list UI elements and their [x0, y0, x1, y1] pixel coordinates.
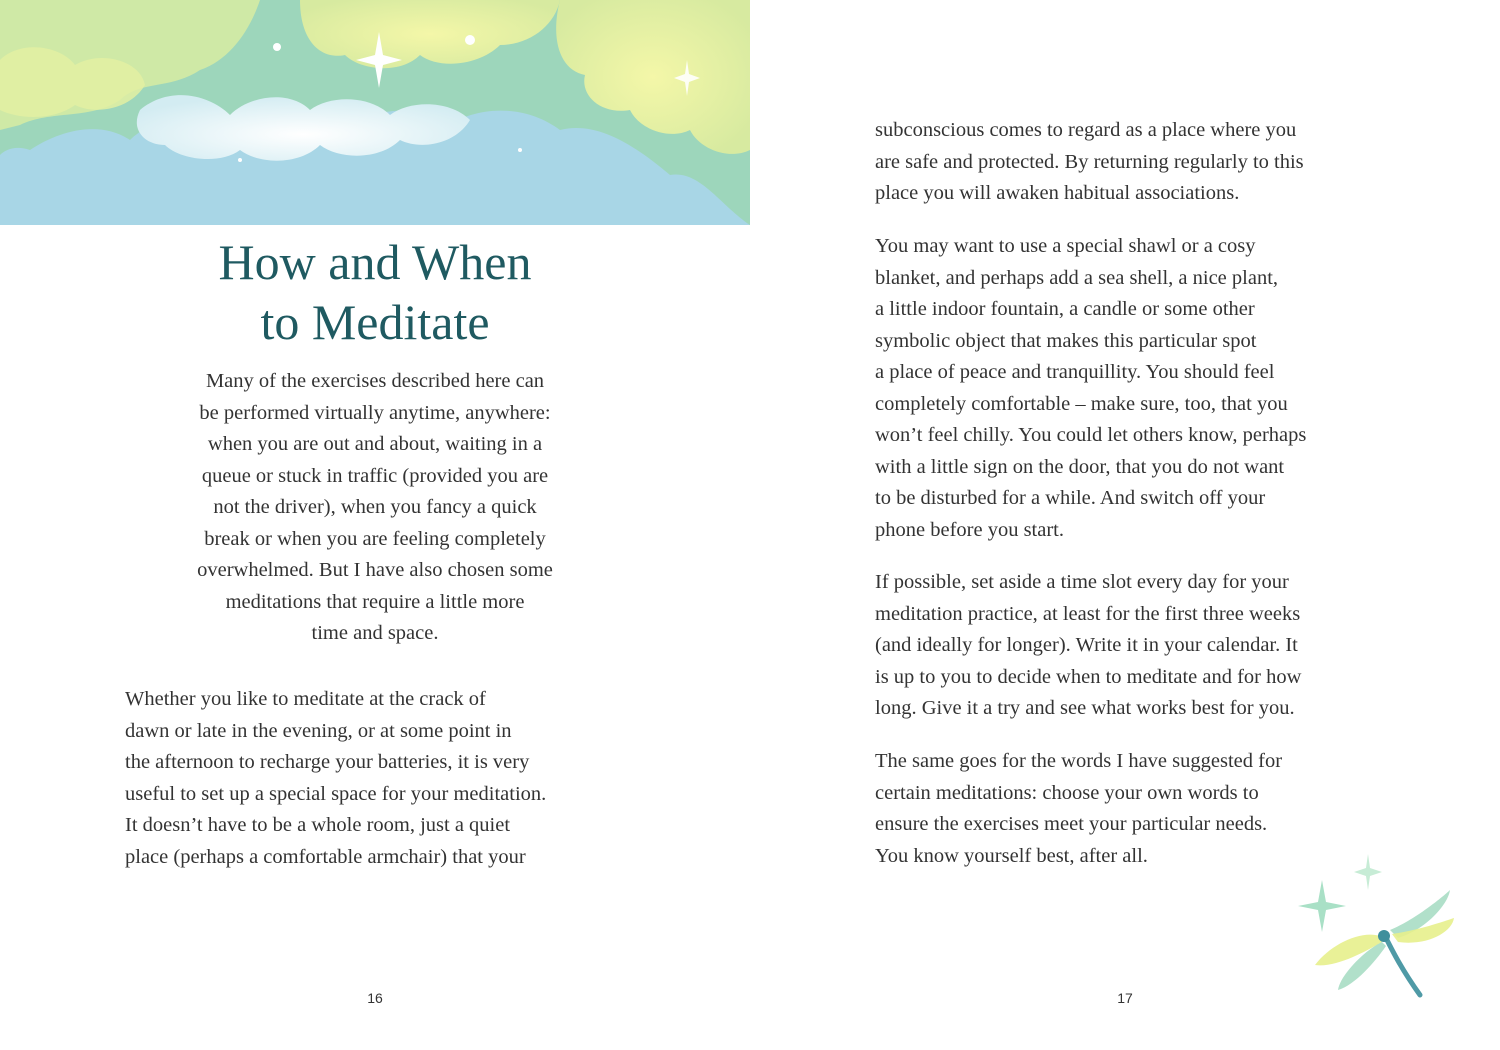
text-line: time and space.: [311, 622, 439, 644]
text-line: the afternoon to recharge your batteries, it is very: [125, 751, 530, 773]
text-line: certain meditations: choose your own words to: [875, 781, 1259, 804]
page-title: [0, 232, 750, 352]
text-line: meditation practice, at least for the first three weeks: [875, 602, 1301, 625]
text-line: queue or stuck in traffic (provided you are: [201, 464, 549, 487]
text-line: is up to you to decide when to meditate and for how: [875, 665, 1302, 688]
text-line: won’t feel chilly. You could let others know, perhaps: [875, 424, 1307, 446]
page-number: 16: [367, 990, 383, 1006]
text-line: place you will awaken habitual associations.: [875, 182, 1240, 204]
text-line: place (perhaps a comfortable armchair) that your: [125, 845, 526, 868]
text-line: overwhelmed. But I have also chosen some: [197, 559, 553, 581]
text-line: You know yourself best, after all.: [875, 844, 1148, 867]
text-line: The same goes for the words I have suggested for: [875, 750, 1283, 772]
text-line: are safe and protected. By returning regularly to this: [875, 150, 1304, 173]
sparkle-icon: [1298, 880, 1346, 932]
text-line: subconscious comes to regard as a place where you: [875, 119, 1297, 141]
clouds-illustration: [0, 0, 750, 225]
text-line: ensure the exercises meet your particular needs.: [875, 813, 1268, 835]
body-paragraph: [125, 684, 625, 873]
text-line: Many of the exercises described here can: [205, 370, 545, 392]
text-line: If possible, set aside a time slot every day for your: [875, 571, 1289, 593]
text-line: to be disturbed for a while. And switch off your: [875, 487, 1266, 509]
text-line: when you are out and about, waiting in a: [207, 433, 543, 455]
text-line: symbolic object that makes this particular spot: [875, 329, 1257, 352]
text-line: Whether you like to meditate at the crack of: [125, 688, 486, 710]
text-line: meditations that require a little more: [225, 590, 525, 613]
text-line: phone before you start.: [875, 518, 1064, 541]
right-page: [750, 0, 1500, 1050]
text-line: long. Give it a try and see what works best for you.: [875, 697, 1295, 719]
title-line: to Meditate: [260, 294, 490, 350]
body-paragraph: [875, 567, 1395, 725]
body-paragraph: [875, 231, 1395, 546]
text-line: useful to set up a special space for your meditation.: [125, 782, 547, 805]
text-line: You may want to use a special shawl or a cosy: [875, 235, 1256, 257]
text-line: (and ideally for longer). Write it in your calendar. It: [875, 634, 1298, 656]
text-line: break or when you are feeling completely: [204, 527, 546, 550]
text-line: dawn or late in the evening, or at some point in: [125, 719, 512, 742]
text-line: not the driver), when you fancy a quick: [213, 496, 537, 518]
title-line: How and When: [218, 234, 532, 290]
text-line: be performed virtually anytime, anywhere:: [199, 401, 551, 424]
text-line: It doesn’t have to be a whole room, just a quiet: [125, 814, 511, 836]
text-line: with a little sign on the door, that you do not want: [875, 455, 1285, 478]
text-line: blanket, and perhaps add a sea shell, a nice plant,: [875, 266, 1279, 289]
text-line: completely comfortable – make sure, too, that you: [875, 392, 1288, 415]
sparkle-icon: [1354, 854, 1382, 890]
body-paragraph: [875, 115, 1395, 210]
text-line: a place of peace and tranquillity. You should feel: [875, 361, 1275, 383]
dragonfly-icon: [1270, 850, 1470, 1010]
text-line: a little indoor fountain, a candle or some other: [875, 298, 1255, 320]
intro-paragraph: [150, 366, 600, 650]
page-number: 17: [1117, 990, 1133, 1006]
